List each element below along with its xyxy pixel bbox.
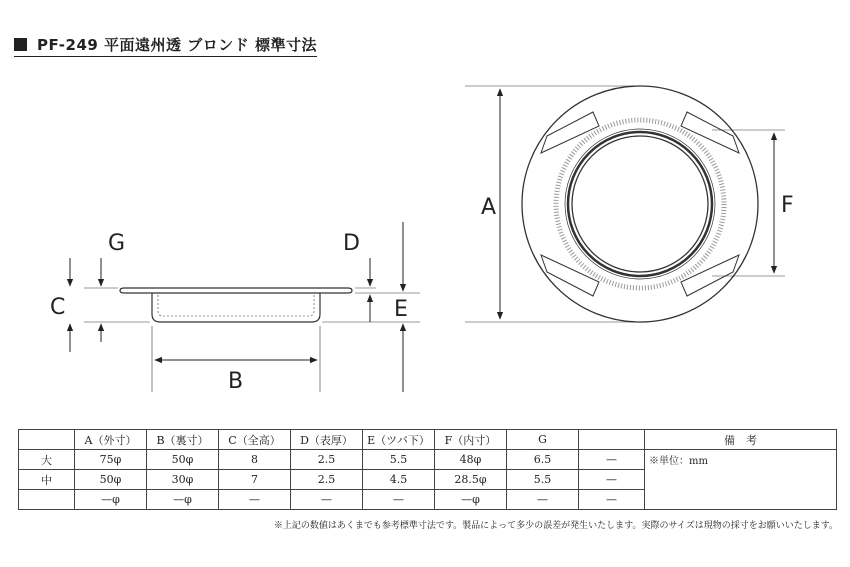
table-header-cell bbox=[19, 430, 75, 450]
table-cell: 6.5 bbox=[507, 450, 579, 470]
table-cell: —φ bbox=[147, 490, 219, 510]
label-f: F bbox=[781, 193, 794, 218]
table-cell: — bbox=[579, 490, 645, 510]
table-cell: 50φ bbox=[75, 470, 147, 490]
table-cell: — bbox=[507, 490, 579, 510]
inner-hole bbox=[572, 136, 708, 272]
label-c: C bbox=[50, 295, 66, 320]
table-header-cell: E（ツバ下） bbox=[363, 430, 435, 450]
table-cell: —φ bbox=[435, 490, 507, 510]
table-cell: —φ bbox=[75, 490, 147, 510]
flange-outline bbox=[120, 288, 352, 293]
body-outline bbox=[152, 293, 320, 322]
table-header-cell: A（外寸） bbox=[75, 430, 147, 450]
table-cell: 2.5 bbox=[291, 450, 363, 470]
table-cell bbox=[19, 490, 75, 510]
hatched-ring bbox=[556, 120, 724, 288]
flange-slots bbox=[541, 112, 739, 296]
table-cell: 28.5φ bbox=[435, 470, 507, 490]
table-cell: 5.5 bbox=[363, 450, 435, 470]
table-cell: 50φ bbox=[147, 450, 219, 470]
table-header-cell: B（裏寸） bbox=[147, 430, 219, 450]
table-header-cell: D（表厚） bbox=[291, 430, 363, 450]
table-header-cell bbox=[579, 430, 645, 450]
label-e: E bbox=[394, 297, 408, 322]
table-header-cell: F（内寸） bbox=[435, 430, 507, 450]
top-view bbox=[465, 86, 785, 322]
table-cell: 8 bbox=[219, 450, 291, 470]
table-header-cell: 備 考 bbox=[645, 430, 837, 450]
body-inner-dashed bbox=[158, 295, 314, 316]
table-cell: 75φ bbox=[75, 450, 147, 470]
table-cell: 中 bbox=[19, 470, 75, 490]
table-cell: — bbox=[219, 490, 291, 510]
table-cell: — bbox=[579, 470, 645, 490]
footnote: ※上記の数値はあくまでも参考標準寸法です。製品によって多少の誤差が発生いたします。実際のサイズは現物の採寸をお願いいたします。 bbox=[273, 521, 838, 531]
table-header-cell: G bbox=[507, 430, 579, 450]
label-d: D bbox=[343, 231, 360, 256]
slot-ring-inner bbox=[565, 129, 715, 279]
table-cell: 48φ bbox=[435, 450, 507, 470]
table-cell: 4.5 bbox=[363, 470, 435, 490]
table-row bbox=[19, 450, 837, 470]
table-cell: 5.5 bbox=[507, 470, 579, 490]
inner-hole-shadow bbox=[568, 132, 712, 276]
table-header-cell: C（全高） bbox=[219, 430, 291, 450]
remarks-cell: ※単位：mm bbox=[645, 450, 837, 510]
table-cell: 大 bbox=[19, 450, 75, 470]
title-text: PF-249 平面遠州透 ブロンド 標準寸法 bbox=[37, 36, 317, 54]
table-header-row bbox=[19, 430, 837, 450]
table-cell: — bbox=[291, 490, 363, 510]
spec-table bbox=[18, 429, 837, 510]
table-cell: 30φ bbox=[147, 470, 219, 490]
label-g: G bbox=[108, 231, 126, 256]
table-cell: — bbox=[363, 490, 435, 510]
label-a: A bbox=[481, 195, 497, 220]
table-cell: 2.5 bbox=[291, 470, 363, 490]
table-cell: — bbox=[579, 450, 645, 470]
label-b: B bbox=[228, 369, 244, 394]
table-cell: 7 bbox=[219, 470, 291, 490]
